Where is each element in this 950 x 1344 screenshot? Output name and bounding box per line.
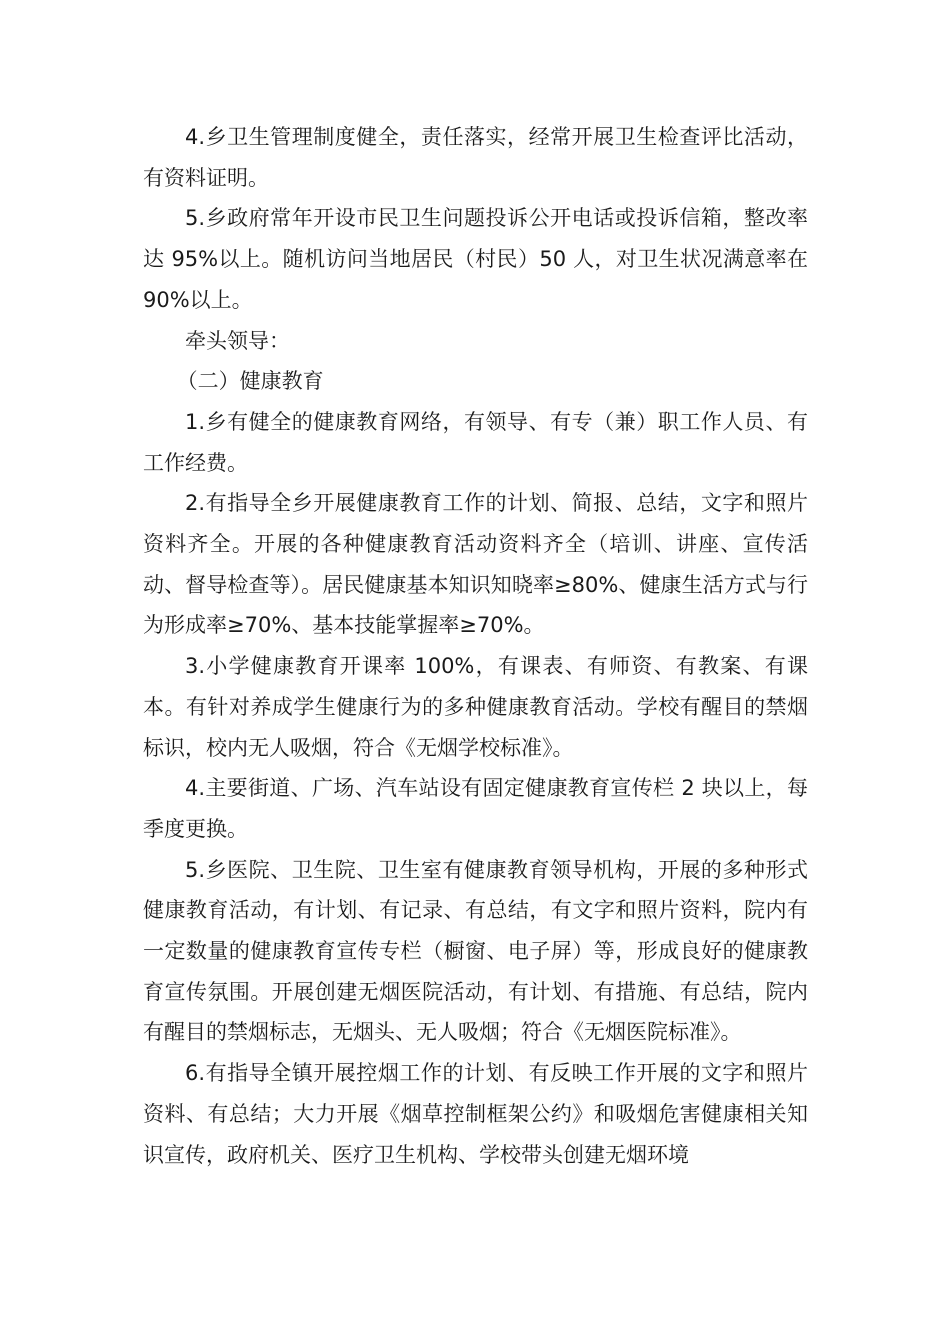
document-body <box>143 117 808 1175</box>
paragraph-health-education-5: 5.乡医院、卫生院、卫生室有健康教育领导机构，开展的多种形式健康教育活动，有计划、有记录、有总结，有文字和照片资料，院内有一定数量的健康教育宣传专栏（橱窗、电子屏）等，形成良好的健康教育宣传氛围。开展创建无烟医院活动，有计划、有措施、有总结，院内有醒目的禁烟标志，无烟头、无人吸烟；符合《无烟医院标准》。 <box>143 857 808 1045</box>
paragraph-health-education-2: 2.有指导全乡开展健康教育工作的计划、简报、总结，文字和照片资料齐全。开展的各种健康教育活动资料齐全（培训、讲座、宣传活动、督导检查等）。居民健康基本知识知晓率≥80%、健康生活方式与行为形成率≥70%、基本技能掌握率≥70%。 <box>143 491 808 638</box>
paragraph-health-education-6: 6.有指导全镇开展控烟工作的计划、有反映工作开展的文字和照片资料、有总结；大力开展《烟草控制框架公约》和吸烟危害健康相关知识宣传，政府机关、医疗卫生机构、学校带头创建无烟环境 <box>143 1061 808 1167</box>
paragraph-health-education-4: 4.主要街道、广场、汽车站设有固定健康教育宣传栏 2 块以上，每季度更换。 <box>143 776 808 841</box>
paragraph-sanitation-4: 4.乡卫生管理制度健全，责任落实，经常开展卫生检查评比活动，有资料证明。 <box>143 125 808 190</box>
section-heading-health-education: （二）健康教育 <box>176 369 324 394</box>
paragraph-health-education-3: 3.小学健康教育开课率 100%，有课表、有师资、有教案、有课本。有针对养成学生健康行为的多种健康教育活动。学校有醒目的禁烟标识，校内无人吸烟，符合《无烟学校标准》。 <box>143 654 808 760</box>
paragraph-health-education-1: 1.乡有健全的健康教育网络，有领导、有专（兼）职工作人员、有工作经费。 <box>143 409 808 475</box>
lead-official-line: 牵头领导： <box>185 328 290 353</box>
paragraph-sanitation-5: 5.乡政府常年开设市民卫生问题投诉公开电话或投诉信箱，整改率达 95%以上。随机访问当地居民（村民）50 人，对卫生状况满意率在 90%以上。 <box>143 206 808 312</box>
